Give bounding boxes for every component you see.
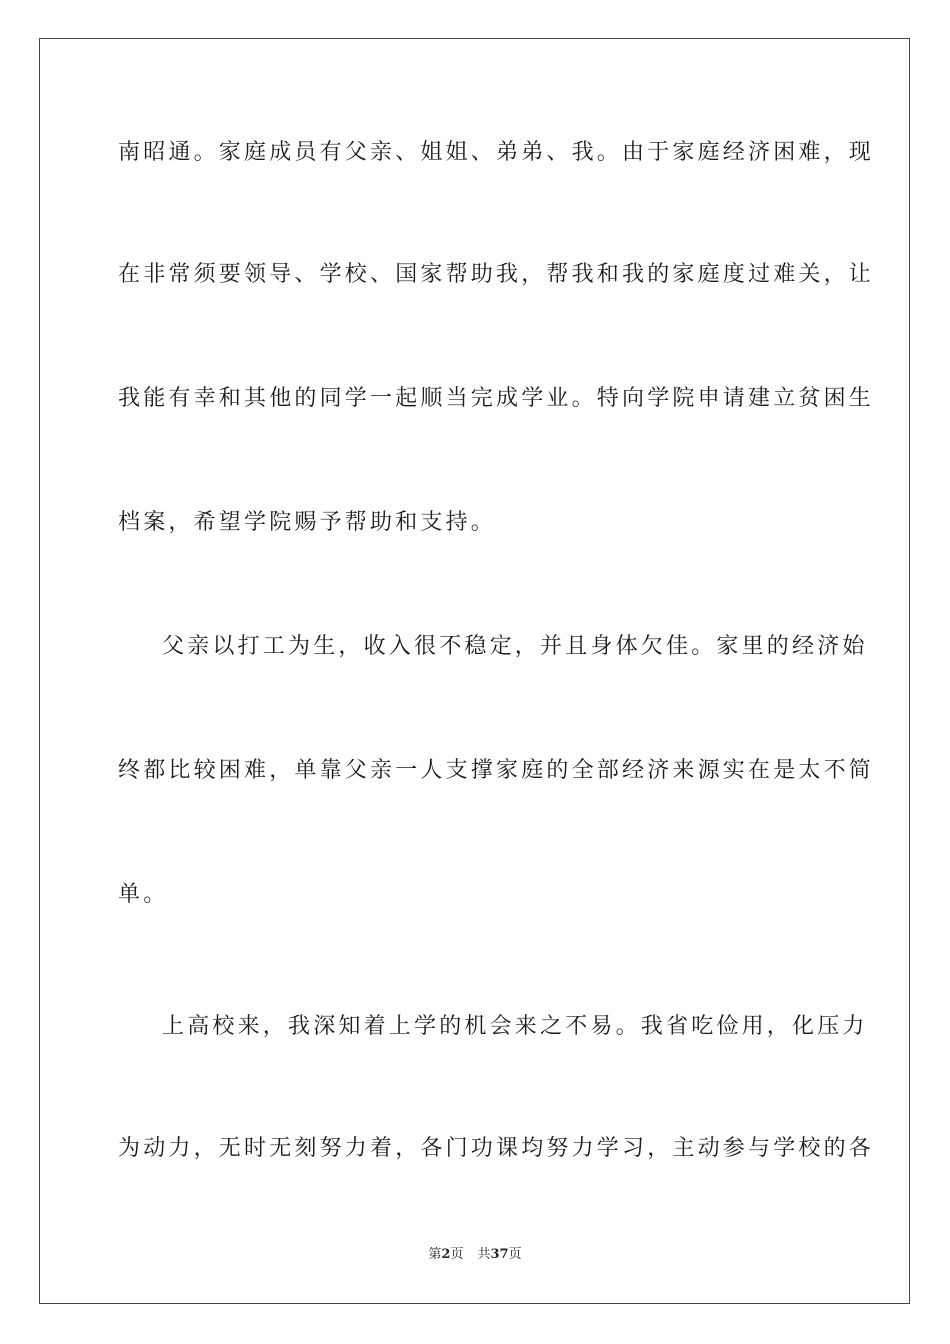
total-pages: 37 [490,1247,509,1262]
page-number: 2 [441,1247,451,1262]
page-label-prefix: 第 [428,1247,442,1262]
text-line-6: 终都比较困难，单靠父亲一人支撑家庭的全部经济来源实在是太不简 [118,758,875,783]
total-label-suffix: 页 [508,1247,522,1262]
page-footer [0,1246,950,1264]
text-line-3: 我能有幸和其他的同学一起顺当完成学业。特向学院申请建立贫困生 [118,386,875,411]
text-line-7: 单。 [118,882,169,907]
total-label-prefix: 共 [477,1247,491,1262]
text-line-9: 为动力，无时无刻努力着，各门功课均努力学习，主动参与学校的各 [118,1136,875,1161]
page-border [39,38,910,1304]
text-line-2: 在非常须要领导、学校、国家帮助我，帮我和我的家庭度过难关，让 [118,262,875,287]
text-line-1: 南昭通。家庭成员有父亲、姐姐、弟弟、我。由于家庭经济困难，现 [118,140,875,165]
text-line-8: 上高校来，我深知着上学的机会来之不易。我省吃俭用，化压力 [162,1014,868,1039]
text-line-5: 父亲以打工为生，收入很不稳定，并且身体欠佳。家里的经济始 [162,634,868,659]
page-label-suffix: 页 [450,1247,464,1262]
text-line-4: 档案，希望学院赐予帮助和支持。 [118,510,497,535]
